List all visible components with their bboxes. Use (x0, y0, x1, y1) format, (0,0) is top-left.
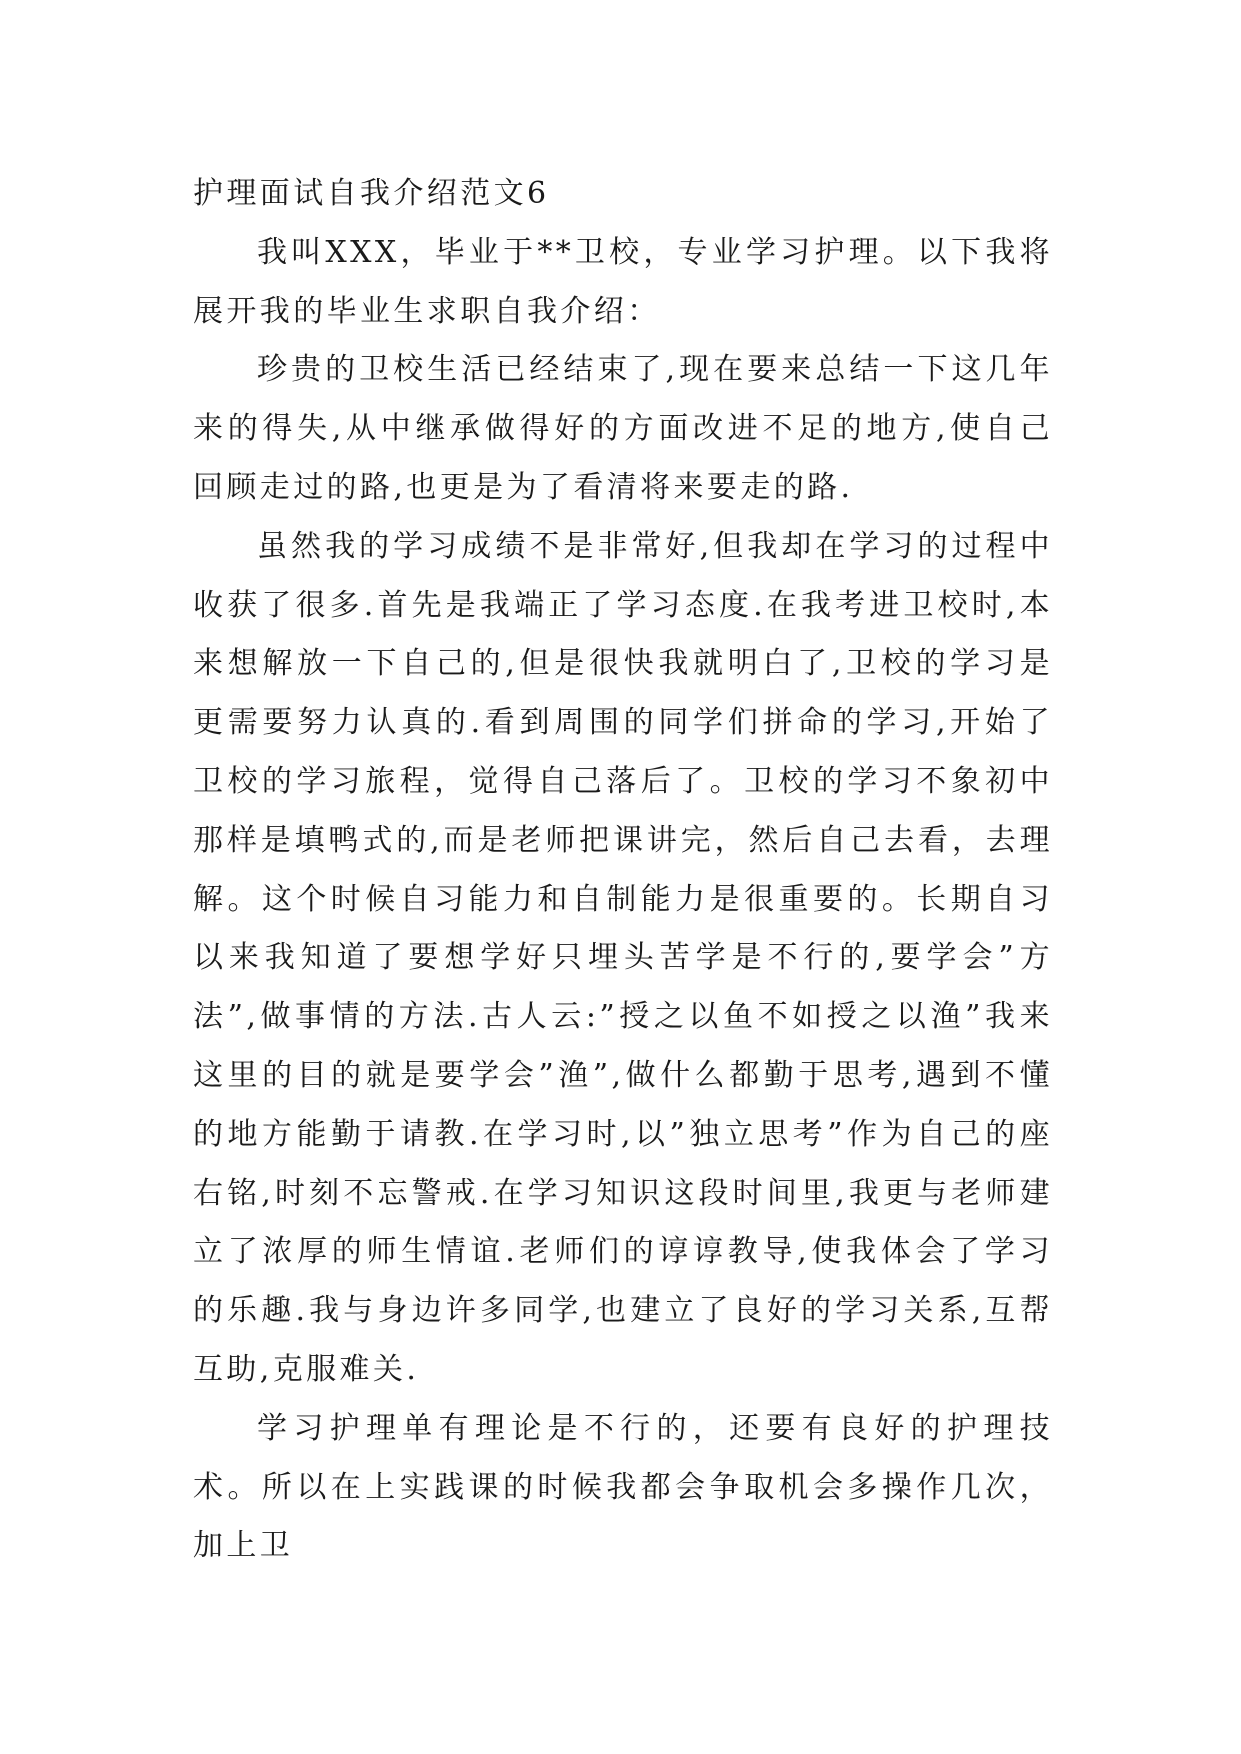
paragraph-nursing-skills: 学习护理单有理论是不行的，还要有良好的护理技术。所以在上实践课的时候我都会争取机会多操作几次，加上卫 (193, 1410, 1053, 1564)
paragraph-reflection: 珍贵的卫校生活已经结束了,现在要来总结一下这几年来的得失,从中继承做得好的方面改进不足的地方,使自己回顾走过的路,也更是为了看清将来要走的路. (193, 352, 1053, 505)
paragraph-intro: 我叫XXX，毕业于**卫校，专业学习护理。以下我将展开我的毕业生求职自我介绍： (193, 234, 1053, 329)
document-page (193, 165, 1053, 1576)
paragraph-study-experience: 虽然我的学习成绩不是非常好,但我却在学习的过程中收获了很多.首先是我端正了学习态度.在我考进卫校时,本来想解放一下自己的,但是很快我就明白了,卫校的学习是更需要努力认真的.看到周围的同学们拼命的学习,开始了卫校的学习旅程，觉得自己落后了。卫校的学习不象初中那样是填鸭式的,而是老师把课讲完，然后自己去看，去理解。这个时候自习能力和自制能力是很重要的。长期自习以来我知道了要想学好只埋头苦学是不行的,要学会”方法”,做事情的方法.古人云:”授之以鱼不如授之以渔”我来这里的目的就是要学会”渔”,做什么都勤于思考,遇到不懂的地方能勤于请教.在学习时,以”独立思考”作为自己的座右铭,时刻不忘警戒.在学习知识这段时间里,我更与老师建立了浓厚的师生情谊.老师们的谆谆教导,使我体会了学习的乐趣.我与身边许多同学,也建立了良好的学习关系,互帮互助,克服难关. (193, 528, 1053, 1387)
document-title: 护理面试自我介绍范文6 (193, 176, 550, 211)
